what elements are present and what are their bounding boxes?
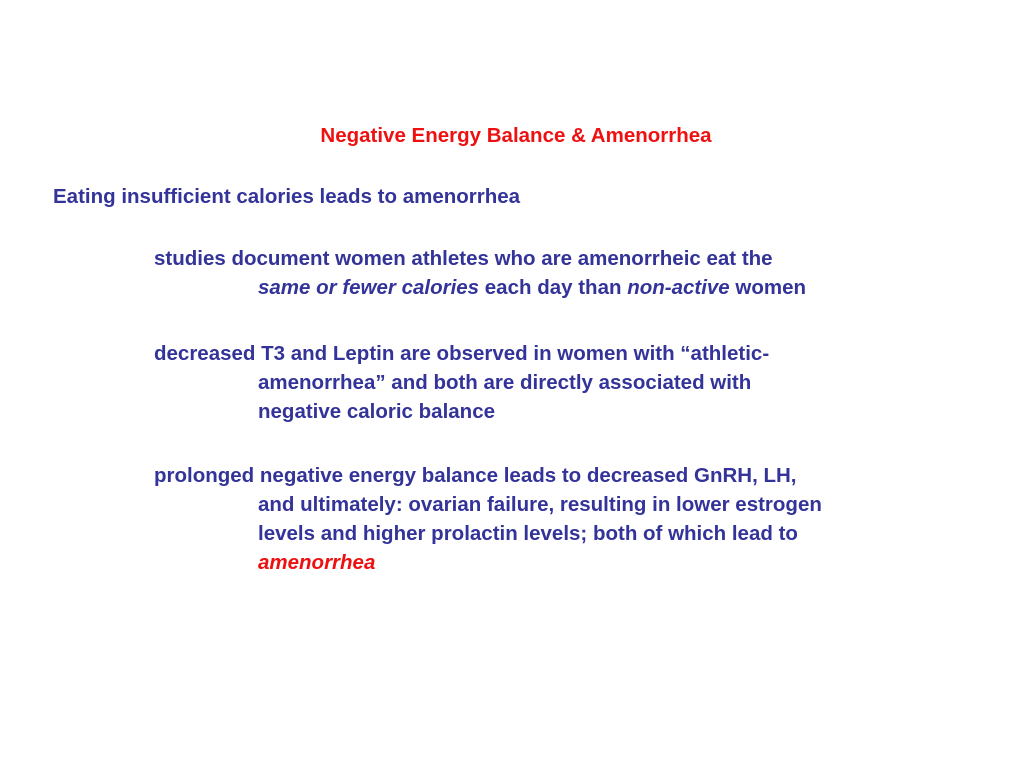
emphasis-non-active: non-active — [627, 276, 730, 299]
emphasis-same-or-fewer-calories: same or fewer calories — [258, 276, 480, 299]
sub-point-2-line-3: negative caloric balance — [258, 400, 496, 423]
sub-point-1-line-2 — [154, 273, 806, 302]
sub-point-3-line-1: prolonged negative energy balance leads to decreased GnRH, LH, — [154, 464, 797, 487]
sub-point-3-line-4 — [154, 548, 822, 577]
sub-point-3-line-2: and ultimately: ovarian failure, resulting in lower estrogen — [258, 493, 822, 516]
sub-point-3 — [154, 461, 822, 577]
sub-point-1 — [154, 244, 806, 302]
sub-point-1-line-1: studies document women athletes who are amenorrheic eat the — [154, 247, 773, 270]
slide-title: Negative Energy Balance & Amenorrhea — [320, 124, 712, 147]
sub-point-1-text-b: women — [729, 276, 807, 299]
main-point: Eating insufficient calories leads to amenorrhea — [53, 185, 521, 208]
sub-point-2 — [154, 339, 769, 426]
emphasis-amenorrhea: amenorrhea — [258, 551, 376, 574]
sub-point-2-line-1: decreased T3 and Leptin are observed in women with “athletic- — [154, 342, 770, 365]
sub-point-2-line-2: amenorrhea” and both are directly associated with — [258, 371, 752, 394]
sub-point-3-line-3: levels and higher prolactin levels; both of which lead to — [258, 522, 798, 545]
sub-point-1-text-a: each day than — [479, 276, 628, 299]
